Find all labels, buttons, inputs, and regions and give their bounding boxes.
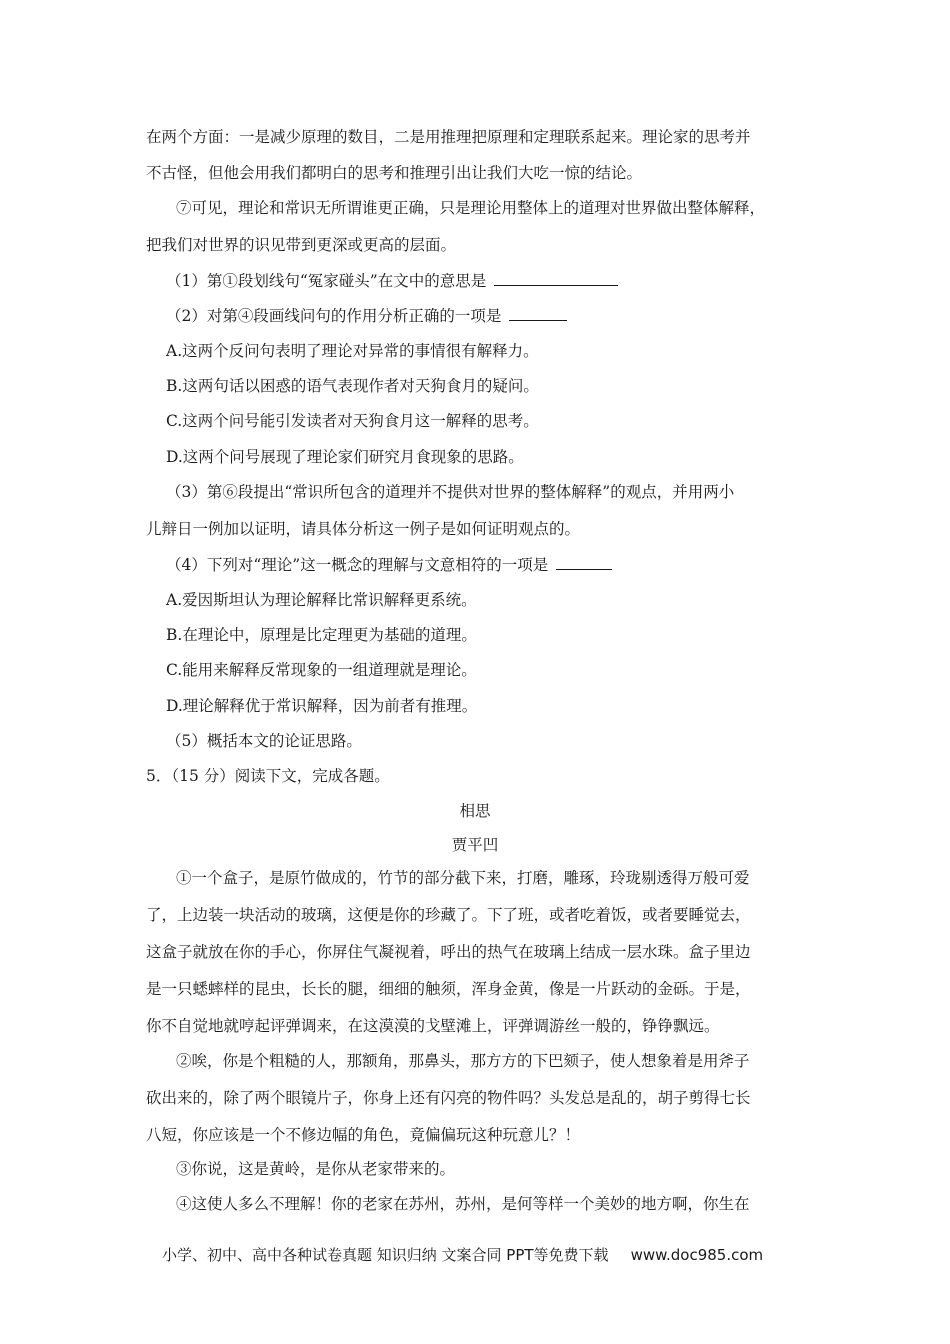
answer-blank xyxy=(509,304,567,321)
question-3-cont: 儿辩日一例加以证明，请具体分析这一例子是如何证明观点的。 xyxy=(146,520,581,538)
option-a: A.这两个反问句表明了理论对异常的事情很有解释力。 xyxy=(166,342,539,360)
article-line: 是一只蟋蟀样的昆虫，长长的腿，细细的触须，浑身金黄，像是一片跃动的金砾。于是， xyxy=(146,980,751,998)
option-a: A.爱因斯坦认为理论解释比常识解释更系统。 xyxy=(166,591,477,609)
option-b: B.这两句话以困惑的语气表现作者对天狗食月的疑问。 xyxy=(166,377,539,395)
article-author: 贾平凹 xyxy=(451,836,499,854)
essay-line: 不古怪，但他会用我们都明白的思考和推理引出让我们大吃一惊的结论。 xyxy=(146,164,643,182)
answer-blank xyxy=(494,269,618,286)
footer-text: 小学、初中、高中各种试卷真题 知识归纳 文案合同 PPT等免费下载 xyxy=(162,1246,609,1264)
question-4-text: （4）下列对“理论”这一概念的理解与文意相符的一项是 xyxy=(166,556,549,574)
question-4 xyxy=(166,553,612,576)
article-line: 这盒子就放在你的手心，你屏住气凝视着，呼出的热气在玻璃上结成一层水珠。盒子里边 xyxy=(146,943,751,961)
question-5: （5）概括本文的论证思路。 xyxy=(166,732,362,750)
question-1 xyxy=(166,269,618,292)
article-paragraph-4: ④这使人多么不理解！你的老家在苏州，苏州，是何等样一个美妙的地方啊，你生在 xyxy=(176,1195,750,1213)
answer-blank xyxy=(556,553,612,570)
article-paragraph-1: ①一个盒子，是原竹做成的，竹节的部分截下来，打磨，雕琢，玲珑剔透得万般可爱 xyxy=(176,869,750,887)
question-2 xyxy=(166,304,567,327)
option-b: B.在理论中，原理是比定理更为基础的道理。 xyxy=(166,626,477,644)
footer-url[interactable]: www.doc985.com xyxy=(630,1246,764,1264)
article-paragraph-3: ③你说，这是黄岭，是你从老家带来的。 xyxy=(176,1160,456,1178)
essay-line: 在两个方面：一是减少原理的数目，二是用推理把原理和定理联系起来。理论家的思考并 xyxy=(146,128,751,146)
question-1-text: （1）第①段划线句“冤家碰头”在文中的意思是 xyxy=(166,272,487,290)
option-d: D.这两个问号展现了理论家们研究月食现象的思路。 xyxy=(166,448,524,466)
article-line: 你不自觉地就哼起评弹调来，在这漠漠的戈壁滩上，评弹调游丝一般的，铮铮飘远。 xyxy=(146,1017,720,1035)
essay-paragraph-7: ⑦可见，理论和常识无所谓谁更正确，只是理论用整体上的道理对世界做出整体解释， xyxy=(176,199,766,217)
article-paragraph-2: ②唉，你是个粗糙的人，那额角，那鼻头，那方方的下巴颏子，使人想象着是用斧子 xyxy=(176,1052,750,1070)
footer xyxy=(162,1244,763,1266)
article-line: 八短，你应该是一个不修边幅的角色，竟偏偏玩这种玩意儿？！ xyxy=(146,1126,581,1144)
question-3: （3）第⑥段提出“常识所包含的道理并不提供对世界的整体解释”的观点，并用两小 xyxy=(166,483,735,501)
option-c: C.能用来解释反常现象的一组道理就是理论。 xyxy=(166,661,477,679)
article-line: 砍出来的，除了两个眼镜片子，你身上还有闪亮的物件吗？头发总是乱的，胡子剪得七长 xyxy=(146,1089,751,1107)
option-c: C.这两个问号能引发读者对天狗食月这一解释的思考。 xyxy=(166,412,539,430)
article-title: 相思 xyxy=(459,802,491,820)
section-heading: 5．（15 分）阅读下文，完成各题。 xyxy=(146,767,390,785)
option-d: D.理论解释优于常识解释，因为前者有推理。 xyxy=(166,697,478,715)
article-line: 了，上边装一块活动的玻璃，这便是你的珍藏了。下了班，或者吃着饭，或者要睡觉去， xyxy=(146,906,751,924)
question-2-text: （2）对第④段画线问句的作用分析正确的一项是 xyxy=(166,307,502,325)
essay-line: 把我们对世界的识见带到更深或更高的层面。 xyxy=(146,236,457,254)
